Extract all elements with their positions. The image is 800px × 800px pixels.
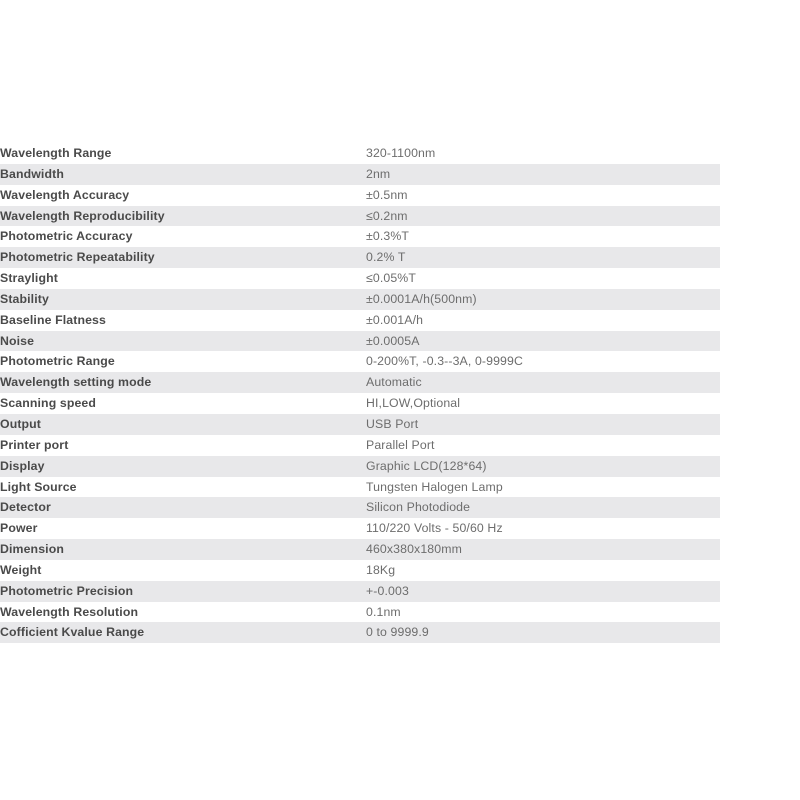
spec-label-cell: Display [0,458,45,473]
spec-value-cell: ±0.5nm [366,187,408,202]
table-row [0,456,720,477]
table-row [0,539,720,560]
spec-label-cell: Photometric Precision [0,583,134,598]
spec-value-cell: Silicon Photodiode [366,500,471,515]
spec-value-cell: 320-1100nm [366,146,436,160]
specification-table-body [0,143,720,643]
table-row [0,226,720,247]
specification-sheet [0,143,720,643]
spec-label-cell: Noise [0,333,35,348]
spec-label-cell: Detector [0,500,51,515]
spec-value-cell: 0-200%T, -0.3--3A, 0-9999C [366,354,523,369]
spec-value-cell: ±0.0005A [366,333,420,348]
spec-label-cell: Power [0,521,38,536]
spec-value-cell: 110/220 Volts - 50/60 Hz [366,521,503,536]
spec-label-cell: Baseline Flatness [0,312,106,327]
spec-label-cell: Wavelength setting mode [0,375,152,390]
table-row [0,477,720,498]
spec-value-cell: 0.1nm [366,604,401,619]
table-row [0,268,720,289]
spec-label-cell: Wavelength Resolution [0,604,139,619]
spec-label-cell: Wavelength Range [0,146,112,160]
table-row [0,581,720,602]
spec-label-cell: Wavelength Accuracy [0,187,130,202]
spec-value-cell: 18Kg [366,562,396,577]
table-row [0,351,720,372]
spec-value-cell: ≤0.2nm [366,208,408,223]
table-row [0,414,720,435]
table-row [0,331,720,352]
table-row [0,602,720,623]
spec-label-cell: Weight [0,562,42,577]
spec-value-cell: 2nm [366,166,391,181]
spec-label-cell: Cofficient Kvalue Range [0,625,145,640]
table-row [0,518,720,539]
spec-value-cell: 0 to 9999.9 [366,625,429,640]
table-row [0,560,720,581]
spec-label-cell: Dimension [0,542,64,557]
spec-value-cell: Automatic [366,375,422,390]
spec-label-cell: Wavelength Reproducibility [0,208,165,223]
table-row [0,310,720,331]
table-row [0,164,720,185]
table-row [0,185,720,206]
spec-label-cell: Scanning speed [0,396,97,411]
spec-label-cell: Output [0,416,42,431]
spec-value-cell: ±0.0001A/h(500nm) [366,291,477,306]
table-row [0,206,720,227]
spec-value-cell: Parallel Port [366,437,435,452]
table-row [0,143,720,164]
spec-label-cell: Straylight [0,271,58,286]
spec-value-cell: ≤0.05%T [366,271,416,286]
table-row [0,289,720,310]
spec-label-cell: Bandwidth [0,166,64,181]
table-row [0,247,720,268]
specification-table [0,143,720,643]
table-row [0,372,720,393]
spec-value-cell: ±0.3%T [366,229,410,244]
spec-value-cell: +-0.003 [366,583,409,598]
spec-label-cell: Printer port [0,437,69,452]
table-row [0,393,720,414]
spec-label-cell: Stability [0,291,49,306]
spec-value-cell: USB Port [366,416,419,431]
spec-value-cell: Tungsten Halogen Lamp [366,479,503,494]
spec-value-cell: 460x380x180mm [366,542,462,557]
table-row [0,622,720,643]
table-row [0,435,720,456]
table-row [0,497,720,518]
spec-value-cell: HI,LOW,Optional [366,396,461,411]
spec-label-cell: Photometric Range [0,354,115,369]
spec-label-cell: Light Source [0,479,77,494]
spec-value-cell: Graphic LCD(128*64) [366,458,487,473]
spec-value-cell: 0.2% T [366,250,406,265]
spec-value-cell: ±0.001A/h [366,312,424,327]
spec-label-cell: Photometric Accuracy [0,229,133,244]
spec-label-cell: Photometric Repeatability [0,250,155,265]
